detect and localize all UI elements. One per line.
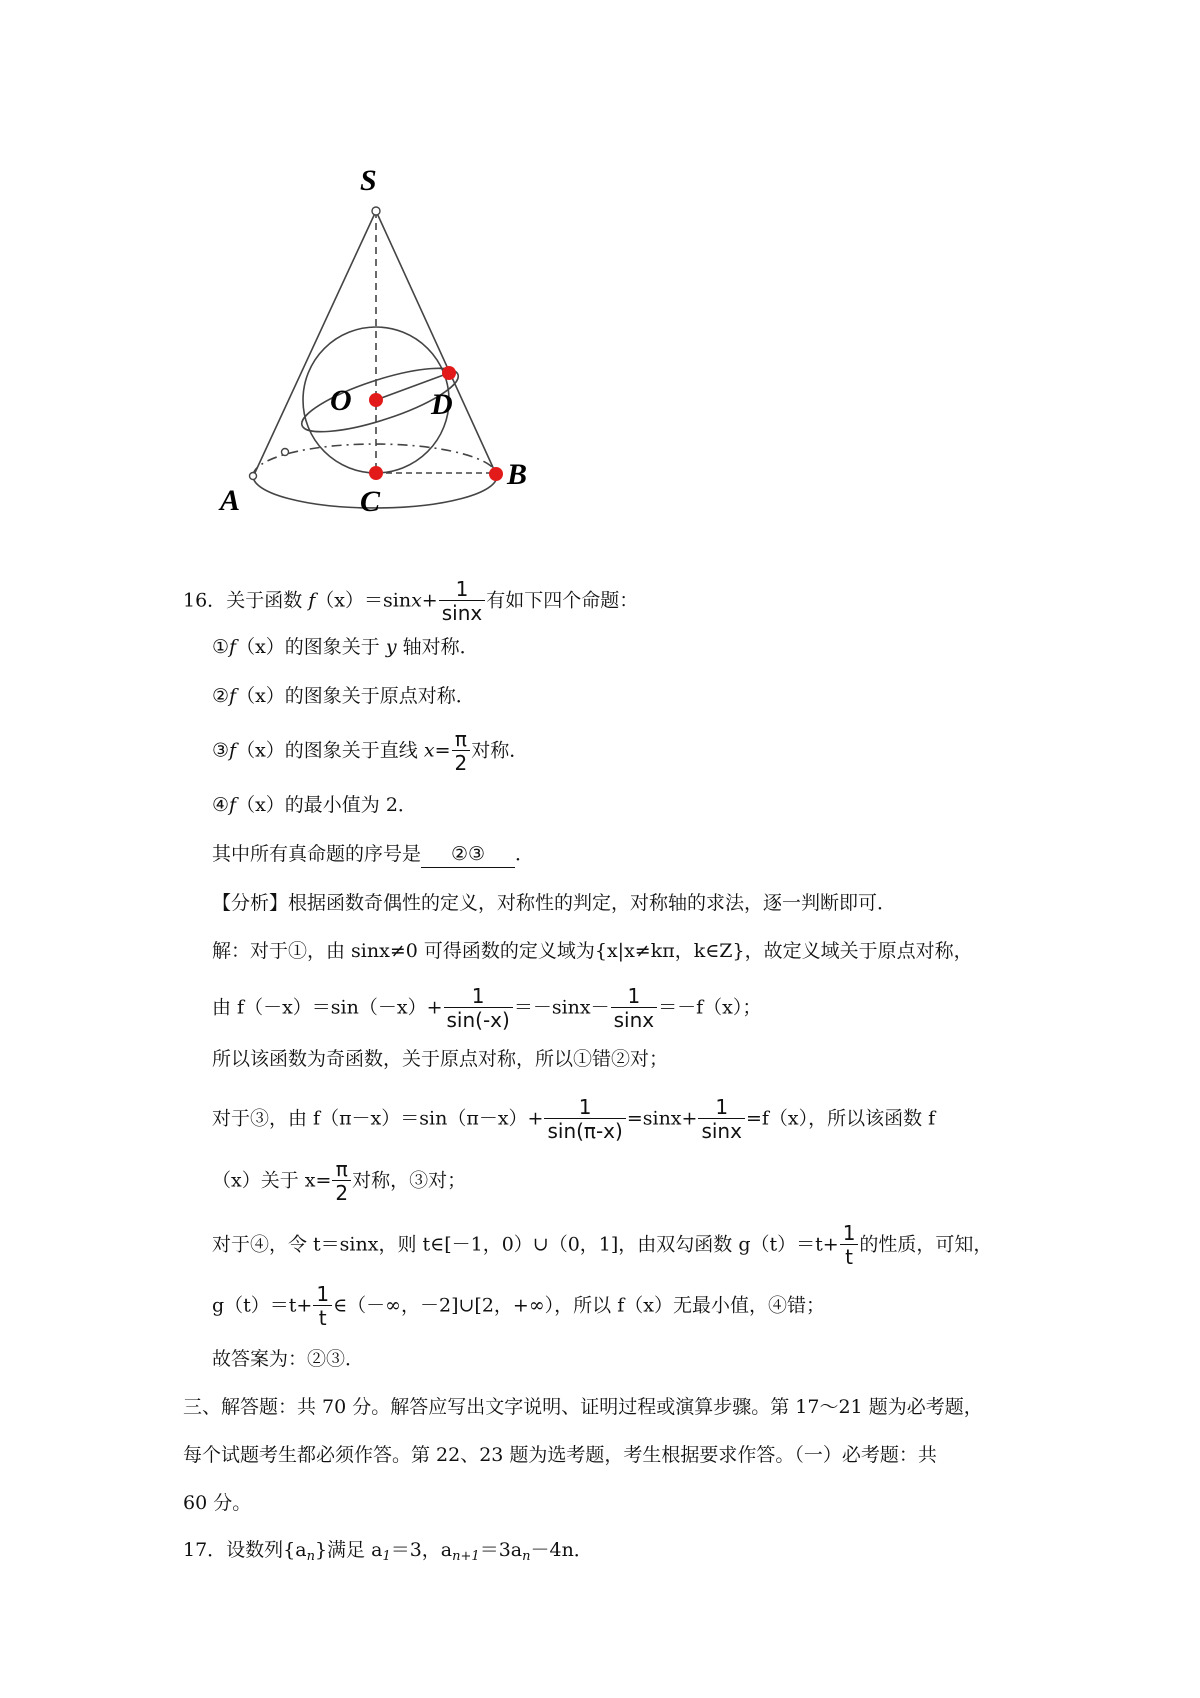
point-a — [250, 473, 257, 480]
fraction-1-over-t: $\frac{1}{t}$ — [840, 1222, 859, 1269]
q16-prop2: ②f（x）的图象关于原点对称． — [212, 685, 475, 707]
q16-question: 其中所有真命题的序号是 ②③ ． — [212, 841, 534, 868]
solution-line-4: 对于③，由 f（π－x）＝sin（π－x）+ $\frac{1}{\sin(\pi-x)}$ =sinx+ $\frac{1}{\sin x}$ =f（x），所以该函数 f — [212, 1095, 936, 1143]
answer-blank: ②③ — [421, 841, 515, 868]
section3-line-3: 60 分。 — [183, 1492, 252, 1514]
solution-line-5: （x）关于 x= $\frac{\pi}{2}$ 对称，③对； — [212, 1157, 467, 1205]
label-c: C — [360, 485, 381, 518]
fraction-pi-over-2-b: $\frac{\pi}{2}$ — [332, 1158, 351, 1205]
fraction-1-over-sin-neg-x: $\frac{1}{\sin(-x)}$ — [444, 985, 513, 1032]
point-d — [442, 366, 456, 380]
solution-line-1: 解：对于①，由 sinx≠0 可得函数的定义域为{x|x≠kπ，k∈Z}，故定义域关于原点对称， — [212, 940, 973, 962]
point-c — [369, 466, 383, 480]
point-b — [489, 467, 503, 481]
cone-sphere-figure — [0, 0, 1200, 540]
q16-prop3: ③f（x）的图象关于直线 x= $\frac{\pi}{2}$ 对称． — [212, 727, 529, 775]
q16-stem: 16．关于函数 f（x）＝sinx+ $\frac{1}{\sin x}$ 有如下四个命题： — [183, 577, 639, 625]
q17: 17．设数列$\{a_n\}$满足 $a_1=3$，$a_{n+1}=3a_n-4n$． — [183, 1539, 593, 1564]
fraction-1-over-t-b: $\frac{1}{t}$ — [313, 1283, 332, 1330]
label-b: B — [507, 458, 528, 491]
apex-point — [372, 207, 380, 215]
section3-line-1: 三、解答题：共 70 分。解答应写出文字说明、证明过程或演算步骤。第 17～21 题为必考题， — [183, 1396, 983, 1418]
cone-lines — [253, 211, 497, 508]
label-a: A — [220, 484, 241, 517]
fraction-1-over-sinx: $\frac{1}{\sin x}$ — [439, 578, 486, 625]
solution-line-2: 由 f（－x）＝sin（－x）+ $\frac{1}{\sin(-x)}$ ＝－sinx－ $\frac{1}{\sin x}$ ＝－f（x）； — [212, 984, 762, 1032]
solution-line-6: 对于④，令 t＝sinx，则 t∈[－1，0）∪（0，1]，由双勾函数 g（t）＝t+ $\frac{1}{t}$ 的性质，可知， — [212, 1221, 993, 1269]
solution-line-8: 故答案为：②③． — [212, 1348, 365, 1370]
q16-prop4: ④f（x）的最小值为 2． — [212, 794, 417, 816]
label-o: O — [330, 384, 352, 417]
fraction-1-over-sinx-c: $\frac{1}{\sin x}$ — [698, 1096, 745, 1143]
tangent-point — [282, 449, 289, 456]
fraction-pi-over-2: $\frac{\pi}{2}$ — [452, 728, 471, 775]
slant-edge-sb — [376, 211, 496, 474]
slant-edge-sa — [253, 211, 376, 477]
solution-line-3: 所以该函数为奇函数，关于原点对称，所以①错②对； — [212, 1048, 669, 1070]
fraction-1-over-sinx-b: $\frac{1}{\sin x}$ — [611, 985, 658, 1032]
solution-line-7: g（t）＝t+ $\frac{1}{t}$ ∈（－∞，－2]∪[2，+∞），所以 f（x）无最小值，④错； — [212, 1282, 825, 1330]
label-s: S — [360, 164, 377, 197]
label-d: D — [431, 388, 453, 421]
section3-line-2: 每个试题考生都必须作答。第 22、23 题为选考题，考生根据要求作答。（一）必考题：共 — [183, 1444, 937, 1466]
analysis: 【分析】根据函数奇偶性的定义，对称性的判定，对称轴的求法，逐一判断即可． — [212, 892, 897, 914]
point-o — [369, 393, 383, 407]
q16-prop1: ①f（x）的图象关于 y 轴对称． — [212, 636, 479, 658]
fraction-1-over-sin-pi-minus-x: $\frac{1}{\sin(\pi-x)}$ — [544, 1096, 625, 1143]
